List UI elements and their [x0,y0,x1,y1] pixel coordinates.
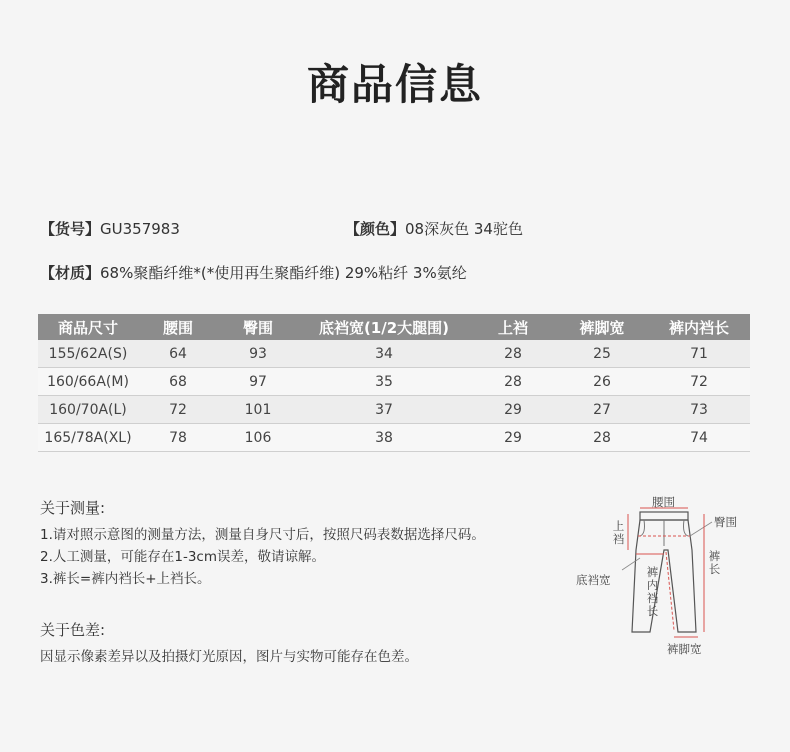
measure-note-line: 2.人工测量，可能存在1-3cm误差，敬请谅解。 [40,549,326,565]
header-hip: 臀围 [218,314,298,340]
material-key: 【材质】 [40,264,101,282]
header-thigh: 底裆宽(1/2大腿围) [298,314,470,340]
cell-hip: 93 [218,340,298,368]
color-note-line: 因显示像素差异以及拍摄灯光原因，图片与实物可能存在色差。 [40,649,418,665]
cell-waist: 72 [138,396,218,424]
cell-hem: 26 [556,368,648,396]
cell-rise: 28 [470,340,556,368]
cell-inseam: 74 [648,424,750,452]
material-value: 68%聚酯纤维*(*使用再生聚酯纤维) 29%粘纤 3%氨纶 [100,264,467,282]
cell-size: 160/70A(L) [38,396,138,424]
thigh-label: 底裆宽 [576,573,611,587]
cell-hem: 28 [556,424,648,452]
cell-hem: 25 [556,340,648,368]
color-info [345,218,523,239]
cell-inseam: 72 [648,368,750,396]
table-row [38,424,750,452]
pants-measurement-diagram [570,490,780,660]
length-label: 裤长 [708,549,721,576]
cell-hip: 106 [218,424,298,452]
header-size: 商品尺寸 [38,314,138,340]
cell-thigh: 37 [298,396,470,424]
color-notes [40,619,418,668]
page-title: 商品信息 [306,60,483,109]
color-value: 08深灰色 34驼色 [405,220,523,238]
header-rise: 上裆 [470,314,556,340]
color-key: 【颜色】 [345,220,406,238]
color-notes-heading: 关于色差: [40,621,106,639]
cell-thigh: 34 [298,340,470,368]
sku-value: GU357983 [100,220,180,238]
header-hem: 裤脚宽 [556,314,648,340]
sku-key: 【货号】 [40,220,101,238]
measure-notes [40,497,485,590]
cell-size: 160/66A(M) [38,368,138,396]
cell-inseam: 73 [648,396,750,424]
sku-info [40,218,180,239]
hem-label: 裤脚宽 [667,642,702,656]
table-row [38,368,750,396]
cell-inseam: 71 [648,340,750,368]
cell-size: 155/62A(S) [38,340,138,368]
material-info [40,262,467,283]
cell-hip: 101 [218,396,298,424]
cell-rise: 29 [470,396,556,424]
size-table-header [38,314,750,340]
cell-thigh: 35 [298,368,470,396]
measure-notes-heading: 关于测量: [40,499,106,517]
cell-size: 165/78A(XL) [38,424,138,452]
size-table [38,314,750,452]
rise-label: 上裆 [612,519,625,546]
cell-hip: 97 [218,368,298,396]
cell-waist: 78 [138,424,218,452]
header-inseam: 裤内裆长 [648,314,750,340]
cell-rise: 28 [470,368,556,396]
header-waist: 腰围 [138,314,218,340]
table-row [38,340,750,368]
cell-waist: 64 [138,340,218,368]
measure-note-line: 1.请对照示意图的测量方法，测量自身尺寸后，按照尺码表数据选择尺码。 [40,527,485,543]
cell-thigh: 38 [298,424,470,452]
cell-waist: 68 [138,368,218,396]
cell-rise: 29 [470,424,556,452]
waist-label: 腰围 [652,495,675,509]
cell-hem: 27 [556,396,648,424]
measure-note-line: 3.裤长=裤内裆长+上裆长。 [40,571,211,587]
inseam-label: 裤内裆长 [646,565,659,618]
hip-label: 臀围 [714,515,737,529]
table-row [38,396,750,424]
